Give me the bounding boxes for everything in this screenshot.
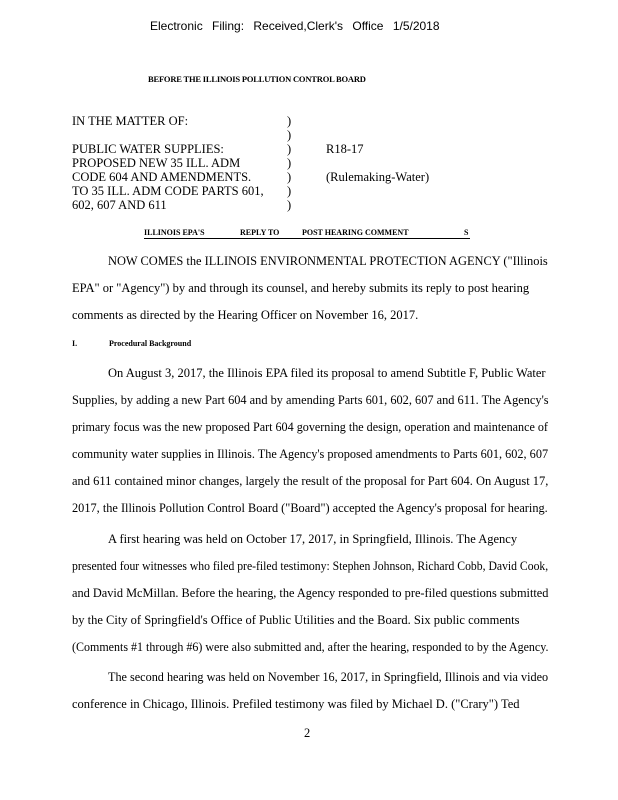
body-line: community water supplies in Illinois. The Agency's proposed amendments to Parts 601, 602, 607 [72, 447, 549, 461]
caption-line: PUBLIC WATER SUPPLIES: [72, 142, 224, 156]
title-part: REPLY TO [240, 228, 280, 237]
body-line: primary focus was the new proposed Part 604 governing the design, operation and maintenance of [72, 420, 548, 434]
section-title: Procedural Background [109, 339, 192, 348]
body-line: and 611 contained minor changes, largely the result of the proposal for Part 604. On August 17, [72, 474, 549, 488]
caption-paren: ) [287, 156, 292, 170]
body-line: A first hearing was held on October 17, 2017, in Springfield, Illinois. The Agency [108, 532, 518, 546]
body-line: by the City of Springfield's Office of Public Utilities and the Board. Six public comments [72, 613, 520, 627]
body-line: comments as directed by the Hearing Officer on November 16, 2017. [72, 308, 419, 322]
caption-paren: ) [287, 170, 292, 184]
body-line: EPA" or "Agency") by and through its counsel, and hereby submits its reply to post hearing [72, 281, 530, 295]
body-line: (Comments #1 through #6) were also submitted and, after the hearing, responded to by the Agency. [72, 640, 549, 654]
body-line: presented four witnesses who filed pre-filed testimony: Stephen Johnson, Richard Cobb, David Cook, [72, 559, 549, 573]
body-line: conference in Chicago, Illinois. Prefiled testimony was filed by Michael D. ("Crary") Ted [72, 697, 520, 711]
board-heading: BEFORE THE ILLINOIS POLLUTION CONTROL BOARD [148, 74, 366, 84]
body-line: Supplies, by adding a new Part 604 and by amending Parts 601, 602, 607 and 611. The Agency's [72, 393, 549, 407]
docket-number: R18-17 [326, 142, 364, 156]
body-line: and David McMillan. Before the hearing, the Agency responded to pre-filed questions submitted [72, 586, 549, 600]
filing-stamp-header: Electronic Filing: Received,Clerk's Office 1/5/2018 [150, 19, 440, 33]
page-number: 2 [304, 726, 311, 740]
caption-line: CODE 604 AND AMENDMENTS. [72, 170, 252, 184]
caption-paren: ) [287, 128, 292, 142]
caption-line: 602, 607 AND 611 [72, 198, 167, 212]
title-part: POST HEARING COMMENT [302, 228, 409, 237]
caption-paren: ) [287, 184, 292, 198]
document-title [144, 228, 470, 239]
caption-paren: ) [287, 142, 292, 156]
body-line: NOW COMES the ILLINOIS ENVIRONMENTAL PROTECTION AGENCY ("Illinois [108, 254, 548, 268]
caption-line: IN THE MATTER OF: [72, 114, 189, 128]
caption-paren: ) [287, 114, 292, 128]
section-number: I. [72, 339, 78, 348]
title-part: ILLINOIS EPA'S [144, 228, 205, 237]
caption-line: PROPOSED NEW 35 ILL. ADM [72, 156, 241, 170]
body-line: 2017, the Illinois Pollution Control Board ("Board") accepted the Agency's proposal for hearing. [72, 501, 548, 515]
caption-line: TO 35 ILL. ADM CODE PARTS 601, [72, 184, 264, 198]
title-part: S [464, 228, 469, 237]
body-line: On August 3, 2017, the Illinois EPA filed its proposal to amend Subtitle F, Public Water [108, 366, 546, 380]
section-heading [72, 339, 192, 348]
rulemaking-type: (Rulemaking-Water) [326, 170, 430, 184]
body-line: The second hearing was held on November 16, 2017, in Springfield, Illinois and via video [108, 670, 549, 684]
caption-paren: ) [287, 198, 292, 212]
